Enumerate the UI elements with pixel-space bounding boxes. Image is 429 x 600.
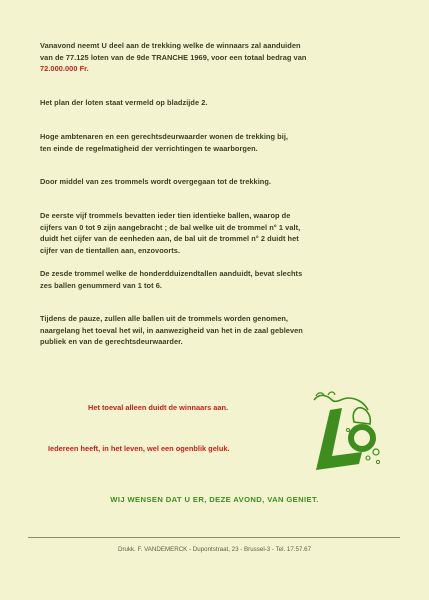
drums-paragraph — [40, 176, 390, 188]
drums-line: Door middel van zes trommels wordt overgegaan tot de trekking. — [40, 177, 272, 186]
pause-paragraph — [40, 313, 390, 348]
plan-line: Het plan der loten staat vermeld op bladzijde 2. — [40, 98, 208, 107]
officials-line-2: ten einde de regelmatigheid der verrichtingen te waarborgen. — [40, 143, 258, 153]
officials-paragraph — [40, 131, 390, 154]
pause-line-3: publiek en van de gerechtsdeurwaarder. — [40, 337, 183, 347]
intro-line-1: Vanavond neemt U deel aan de trekking welke de winnaars zal aanduiden — [40, 41, 301, 50]
printer-footer: Drukk. F. VANDEMERCK - Dupontstraat, 23 - Brussel-3 - Tel. 17.57.67 — [117, 546, 312, 553]
first-drums-paragraph — [40, 210, 390, 256]
first-drums-line-1: De eerste vijf trommels bevatten ieder tien identieke ballen, waarop de — [40, 211, 291, 220]
sixth-drum-line-2: zes ballen genummerd van 1 tot 6. — [40, 280, 162, 290]
closing-wish: WIJ WENSEN DAT U ER, DEZE AVOND, VAN GENIET. — [110, 495, 319, 504]
first-drums-line-2: cijfers van 0 tot 9 zijn aangebracht ; de bal welke uit de trommel n° 1 valt, — [40, 222, 301, 232]
intro-line-2: van de 77.125 loten van de 9de TRANCHE 1969, voor een totaal bedrag van — [40, 52, 307, 62]
officials-line-1: Hoge ambtenaren en een gerechtsdeurwaarder wonen de trekking bij, — [40, 132, 289, 141]
first-drums-line-4: cijfer van de tientallen aan, enzovoorts. — [40, 245, 181, 255]
first-drums-line-3: duidt het cijfer van de eenheden aan, de bal uit de trommel n° 2 duidt het — [40, 234, 299, 244]
sixth-drum-line-1: De zesde trommel welke de honderdduizendtallen aanduidt, bevat slechts — [40, 269, 303, 278]
pause-line-2: naargelang het toeval het wil, in aanwezigheid van het in de zaal gebleven — [40, 325, 303, 335]
sixth-drum-paragraph — [40, 268, 390, 291]
lottery-logo-icon — [306, 386, 386, 476]
pause-line-1: Tijdens de pauze, zullen alle ballen uit de trommels worden genomen, — [40, 314, 289, 323]
slogan-luck: Iedereen heeft, in het leven, wel een ogenblik geluk. — [48, 444, 230, 453]
slogan-chance: Het toeval alleen duidt de winnaars aan. — [88, 403, 229, 412]
total-amount: 72.000.000 Fr. — [40, 64, 89, 74]
intro-paragraph — [40, 40, 390, 75]
plan-paragraph — [40, 97, 390, 109]
footer-divider — [28, 537, 400, 538]
